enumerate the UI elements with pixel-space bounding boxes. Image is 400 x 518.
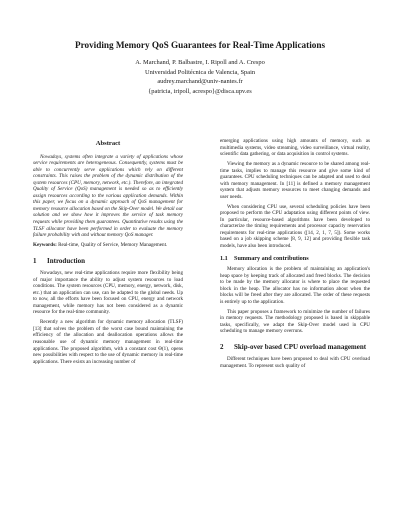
abstract-body: [33, 154, 183, 239]
author-names: A. Marchand, P. Balbastre, I. Ripoll and A. Crespo: [135, 59, 265, 66]
section-1-number: 1: [33, 256, 37, 265]
subsection-1-1-heading: [220, 256, 370, 263]
section-1-paragraph-2: Recently a new algorithm for dynamic memory allocation (TLSF) [13] that solves the problem of the worst case bound maintaining the efficiency of the allocation and deallocation operations allows the reasonable use of dynamic memory management in real-time applications. The proposed algorithm, with a constant cost Θ(1), opens new possibilities with respect to the use of dynamic memory in real-time applications. There exists an increasing number of: [33, 319, 183, 365]
abstract-heading: Abstract: [95, 140, 121, 147]
affiliation: Universidad Politécnica de Valencia, Spain: [144, 68, 256, 76]
section-2-paragraph-1: Different techniques have been proposed to deal with CPU overload management. To represent such quality of: [220, 356, 370, 370]
section-2-number: 2: [220, 342, 224, 351]
email-secondary: {patricia, iripoll, acrespo}@disca.upv.es: [148, 87, 252, 95]
keywords: [33, 242, 183, 249]
author-block: [0, 58, 400, 96]
right-paragraph-1: emerging applications using high amounts of memory, such as multimedia systems, video streaming, video surveillance, virtual reality, scientific data gathering, or data acquisition in control systems.: [220, 138, 370, 158]
section-1-heading: [33, 258, 183, 265]
paper-title: Providing Memory QoS Guarantees for Real-Time Applications: [74, 40, 326, 50]
subsection-1-1-number: 1.1: [220, 254, 228, 262]
section-1-title: Introduction: [47, 256, 85, 265]
subsection-1-1-paragraph-1: Memory allocation is the problem of maintaining an application's heap space by keeping track of allocated and freed blocks. The decision to be made by the memory allocator is where to place the requested block in the heap. The allocator has no information about when the blocks will be freed after they are allocated. The order of these requests is entirely up to the application.: [220, 266, 370, 305]
section-2-heading: [220, 344, 370, 351]
section-2-title: Skip-over based CPU overload management: [234, 342, 367, 351]
email-primary: audrey.marchand@univ-nantes.fr: [157, 78, 243, 86]
keywords-text: Real-time, Quality of Service, Memory Management.: [58, 242, 168, 249]
right-paragraph-2: Viewing the memory as a dynamic resource to be shared among real-time tasks, implies to manage this resource and give some kind of guarantees. CPU scheduling techniques can be adapted and used to deal with memory management. In [11] is defined a memory management system that adjusts memory resources to meet changing demands and user needs.: [220, 161, 370, 200]
abstract-text: Nowadays, systems often integrate a variety of applications whose service requirements are heterogeneous. Consequently, systems must be able to concurrently serve applications which rely on different constraints. This raises the problem of the dynamic distribution of the system resources (CPU, memory, network, etc.). Therefore, an integrated Quality of Service (QoS) management is needed so as to efficiently assign resources according to the various application demands. Within this paper, we focus on a dynamic approach of QoS management for memory resource allocation based on the Skip-Over model. We detail our solution and we show how it improves the service of task memory requests while providing them guarantees. Quantitative results using the TLSF allocator have been performed in order to evaluate the memory failure probability with and without memory QoS manager.: [33, 153, 183, 239]
subsection-1-1-title: Summary and contributions: [234, 254, 309, 262]
left-column: [33, 138, 183, 369]
section-1-paragraph-1: Nowadays, new real-time applications require more flexibility being of major importance the ability to adjust system resources to load conditions. The system resources (CPU, memory, energy, network, disk, etc.) that an application can use, can be adapted to the global needs. Up to now, all the efforts have been focused on CPU, energy and network management, while memory has not been considered as a dynamic resource for the real-time community.: [33, 270, 183, 316]
right-paragraph-3: When considering CPU use, several scheduling policies have been proposed to perform the CPU adaptation using different points of view. In particular, resource-based algorithms have been developed to characterize the timing requirements and processor capacity reservation requirements for real-time applications ([14, 2, 1, 7, 5]). Some works based on a job skipping scheme [8, 9, 12] and providing flexible task models, have also been introduced.: [220, 203, 370, 249]
keywords-label: Keywords:: [33, 242, 57, 249]
right-column: [220, 138, 370, 373]
subsection-1-1-paragraph-2: This paper proposes a framework to minimize the number of failures in memory requests. The methodology proposed is based in skippable tasks, specifically, we adapt the Skip-Over model used in CPU scheduling to manage memory overruns.: [220, 308, 370, 335]
